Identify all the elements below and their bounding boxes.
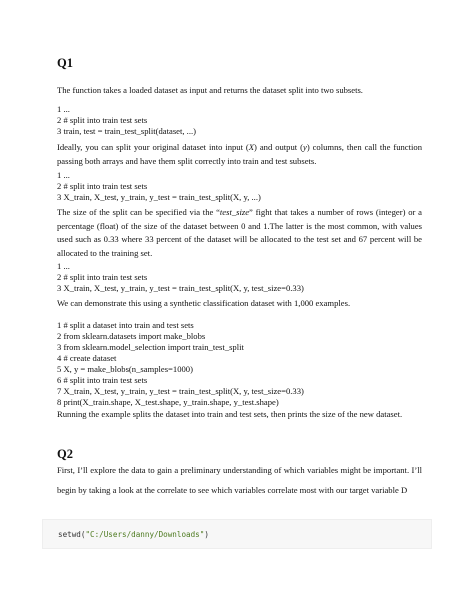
code-block — [42, 519, 432, 549]
q1-intro-paragraph: The function takes a loaded dataset as input and returns the dataset split into two subsets. — [57, 85, 363, 95]
code-string: "C:/Users/danny/Downloads" — [85, 530, 205, 539]
code-line: 6 # split into train test sets — [57, 375, 148, 385]
text-span: ) columns, then call the function passing both arrays and have them split correctly into train and test subsets. — [57, 142, 422, 166]
code-text — [58, 529, 209, 540]
code-line: 1 ... — [57, 261, 70, 271]
q2-heading: Q2 — [57, 447, 73, 461]
code-line: 2 # split into train test sets — [57, 272, 148, 282]
italic-y: y — [302, 142, 307, 152]
code-line: 2 from sklearn.datasets import make_blobs — [57, 331, 206, 341]
code-line: 2 # split into train test sets — [57, 115, 148, 125]
code-function: setwd( — [58, 530, 86, 539]
code-line: 4 # create dataset — [57, 353, 117, 363]
code-line: 3 X_train, X_test, y_train, y_test = train_test_split(X, y, ...) — [57, 192, 261, 202]
q1-paragraph-split-input-output — [57, 141, 422, 168]
code-line: 1 # split a dataset into train and test sets — [57, 320, 194, 330]
text-span: Ideally, you can split your original dataset into input ( — [57, 142, 249, 152]
text-span: ) and output ( — [254, 142, 303, 152]
q1-paragraph-test-size — [57, 206, 422, 260]
code-line: 5 X, y = make_blobs(n_samples=1000) — [57, 364, 193, 374]
q1-paragraph-running: Running the example splits the dataset into train and test sets, then prints the size of the new dataset. — [57, 409, 403, 419]
text-span: The size of the split can be specified via the “ — [57, 207, 220, 217]
code-line: 3 from sklearn.model_selection import train_test_split — [57, 342, 244, 352]
code-paren: ) — [204, 530, 209, 539]
code-line: 3 train, test = train_test_split(dataset, ...) — [57, 126, 196, 136]
q2-paragraph: First, I’ll explore the data to gain a preliminary understanding of which variables might be important. I’ll begin by taking a look at the correlate to see which variables correlate most with our target variable D — [57, 465, 422, 495]
text-span: ” fight that takes a number of rows (integer) or a percentage (float) of the size of the dataset between 0 and 1.The latter is the most common, with values used such as 0.33 where 33 percent of the dataset will be allocated to the test set and 67 percent will be allocated to the training set. — [57, 207, 422, 258]
code-line: 1 ... — [57, 104, 70, 114]
q1-heading: Q1 — [57, 56, 73, 70]
code-line: 7 X_train, X_test, y_train, y_test = train_test_split(X, y, test_size=0.33) — [57, 386, 304, 396]
code-line: 8 print(X_train.shape, X_test.shape, y_train.shape, y_test.shape) — [57, 397, 279, 407]
italic-test-size: test_size — [219, 207, 250, 217]
q1-paragraph-demonstrate: We can demonstrate this using a synthetic classification dataset with 1,000 examples. — [57, 298, 351, 308]
code-line: 1 ... — [57, 170, 70, 180]
code-line: 2 # split into train test sets — [57, 181, 148, 191]
italic-x: X — [248, 142, 255, 152]
code-line: 3 X_train, X_test, y_train, y_test = train_test_split(X, y, test_size=0.33) — [57, 283, 304, 293]
